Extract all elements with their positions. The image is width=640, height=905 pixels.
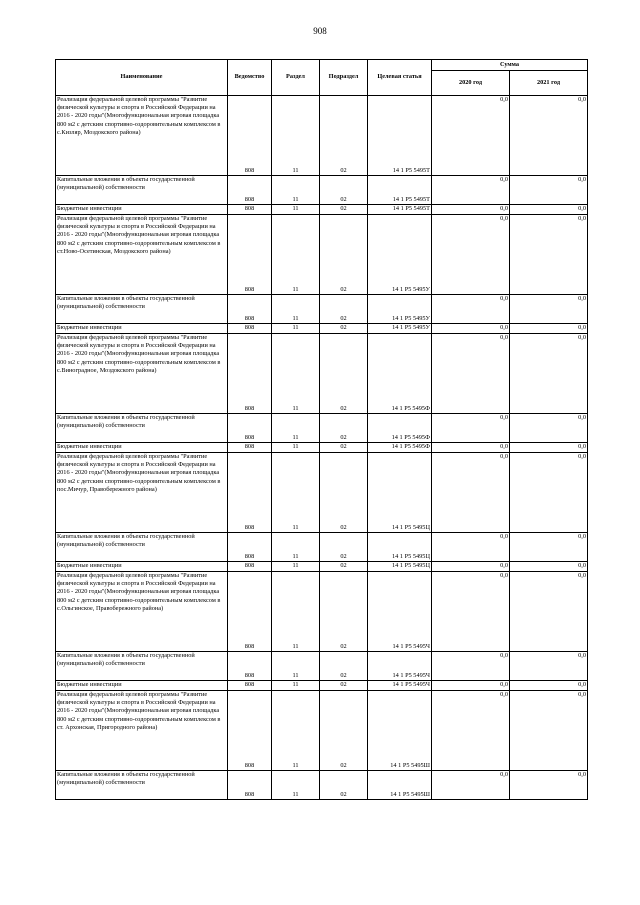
row-subsection: 02 [320, 334, 368, 414]
row-name: Бюджетные инвестиции [56, 562, 228, 572]
row-section: 11 [272, 691, 320, 771]
row-department: 808 [228, 443, 272, 453]
row-section: 11 [272, 205, 320, 215]
row-amount-2021: 0,0 [510, 205, 588, 215]
row-section: 11 [272, 324, 320, 334]
row-name: Реализация федеральной целевой программы "Развитие физической культуры и спорта в Российской Федерации на 2016 - 2020 годы"(Многофункциональная игровая площадка 800 м2 с детским спортивно-оздоровительным комплексом в ст. Архонская, Пригородного района) [56, 691, 228, 771]
row-amount-2021: 0,0 [510, 562, 588, 572]
row-amount-2020: 0,0 [432, 453, 510, 533]
row-amount-2021: 0,0 [510, 533, 588, 562]
row-section: 11 [272, 215, 320, 295]
row-amount-2020: 0,0 [432, 295, 510, 324]
row-name: Реализация федеральной целевой программы "Развитие физической культуры и спорта в Российской Федерации на 2016 - 2020 годы"(Многофункциональная игровая площадка 800 м2 с детским спортивно-оздоровительным комплексом в ст.Ново-Осетинская, Моздокского района) [56, 215, 228, 295]
row-amount-2021: 0,0 [510, 334, 588, 414]
row-department: 808 [228, 324, 272, 334]
row-subsection: 02 [320, 771, 368, 800]
row-amount-2020: 0,0 [432, 215, 510, 295]
row-amount-2021: 0,0 [510, 453, 588, 533]
row-department: 808 [228, 771, 272, 800]
row-department: 808 [228, 453, 272, 533]
header-section: Раздел [272, 60, 320, 96]
row-section: 11 [272, 443, 320, 453]
header-year-2021: 2021 год [510, 71, 588, 96]
row-amount-2020: 0,0 [432, 681, 510, 691]
row-subsection: 02 [320, 652, 368, 681]
header-subsection: Подраздел [320, 60, 368, 96]
row-department: 808 [228, 652, 272, 681]
row-name: Капитальные вложения в объекты государственной (муниципальной) собственности [56, 652, 228, 681]
row-amount-2020: 0,0 [432, 691, 510, 771]
row-section: 11 [272, 414, 320, 443]
row-department: 808 [228, 334, 272, 414]
table-row [56, 691, 588, 771]
table-row [56, 453, 588, 533]
row-department: 808 [228, 562, 272, 572]
row-target-article: 14 1 P5 5495У [368, 215, 432, 295]
row-amount-2020: 0,0 [432, 533, 510, 562]
table-row [56, 414, 588, 443]
row-name: Капитальные вложения в объекты государственной (муниципальной) собственности [56, 295, 228, 324]
row-name: Бюджетные инвестиции [56, 324, 228, 334]
row-subsection: 02 [320, 215, 368, 295]
row-department: 808 [228, 533, 272, 562]
row-subsection: 02 [320, 681, 368, 691]
row-section: 11 [272, 562, 320, 572]
row-section: 11 [272, 453, 320, 533]
row-name: Капитальные вложения в объекты государственной (муниципальной) собственности [56, 533, 228, 562]
table-row [56, 652, 588, 681]
row-section: 11 [272, 295, 320, 324]
row-amount-2020: 0,0 [432, 334, 510, 414]
row-target-article: 14 1 P5 5495Ч [368, 681, 432, 691]
row-department: 808 [228, 295, 272, 324]
row-amount-2020: 0,0 [432, 652, 510, 681]
table-row [56, 533, 588, 562]
row-name: Реализация федеральной целевой программы "Развитие физической культуры и спорта в Российской Федерации на 2016 - 2020 годы"(Многофункциональная игровая площадка 800 м2 с детским спортивно-оздоровительным комплексом в с.Кизляр, Моздокского района) [56, 96, 228, 176]
row-name: Реализация федеральной целевой программы "Развитие физической культуры и спорта в Российской Федерации на 2016 - 2020 годы"(Многофункциональная игровая площадка 800 м2 с детским спортивно-оздоровительным комплексом в с.Ольгинское, Правобережного района) [56, 572, 228, 652]
row-subsection: 02 [320, 205, 368, 215]
row-subsection: 02 [320, 176, 368, 205]
row-amount-2021: 0,0 [510, 681, 588, 691]
row-amount-2020: 0,0 [432, 572, 510, 652]
table-row [56, 334, 588, 414]
row-amount-2020: 0,0 [432, 96, 510, 176]
row-target-article: 14 1 P5 5495Ф [368, 334, 432, 414]
table-row [56, 295, 588, 324]
row-target-article: 14 1 P5 5495У [368, 295, 432, 324]
header-department: Ведомство [228, 60, 272, 96]
row-section: 11 [272, 334, 320, 414]
row-department: 808 [228, 414, 272, 443]
row-amount-2020: 0,0 [432, 414, 510, 443]
page-number: 908 [313, 26, 327, 36]
row-target-article: 14 1 P5 5495Т [368, 96, 432, 176]
row-department: 808 [228, 205, 272, 215]
row-subsection: 02 [320, 295, 368, 324]
row-section: 11 [272, 652, 320, 681]
row-department: 808 [228, 691, 272, 771]
row-name: Капитальные вложения в объекты государственной (муниципальной) собственности [56, 771, 228, 800]
table-row [56, 215, 588, 295]
row-target-article: 14 1 P5 5495Ф [368, 414, 432, 443]
row-section: 11 [272, 96, 320, 176]
row-target-article: 14 1 P5 5495Ц [368, 453, 432, 533]
row-amount-2021: 0,0 [510, 771, 588, 800]
row-subsection: 02 [320, 324, 368, 334]
row-subsection: 02 [320, 691, 368, 771]
budget-table [55, 59, 588, 800]
row-amount-2021: 0,0 [510, 443, 588, 453]
row-amount-2021: 0,0 [510, 414, 588, 443]
row-amount-2020: 0,0 [432, 562, 510, 572]
table-body [56, 96, 588, 800]
row-section: 11 [272, 176, 320, 205]
table-header [56, 60, 588, 96]
row-name: Реализация федеральной целевой программы "Развитие физической культуры и спорта в Российской Федерации на 2016 - 2020 годы"(Многофункциональная игровая площадка 800 м2 с детским спортивно-оздоровительным комплексом в пос.Мичур, Правобережного района) [56, 453, 228, 533]
table-row [56, 562, 588, 572]
table-row [56, 176, 588, 205]
row-amount-2020: 0,0 [432, 205, 510, 215]
row-subsection: 02 [320, 572, 368, 652]
row-amount-2021: 0,0 [510, 176, 588, 205]
row-name: Реализация федеральной целевой программы "Развитие физической культуры и спорта в Российской Федерации на 2016 - 2020 годы"(Многофункциональная игровая площадка 800 м2 с детским спортивно-оздоровительным комплексом в с.Виноградное, Моздокского района) [56, 334, 228, 414]
table-row [56, 572, 588, 652]
table-row [56, 443, 588, 453]
header-target-article: Целевая статья [368, 60, 432, 96]
row-subsection: 02 [320, 443, 368, 453]
row-amount-2020: 0,0 [432, 771, 510, 800]
row-target-article: 14 1 P5 5495Ш [368, 691, 432, 771]
row-target-article: 14 1 P5 5495Т [368, 205, 432, 215]
row-department: 808 [228, 96, 272, 176]
row-amount-2021: 0,0 [510, 295, 588, 324]
row-subsection: 02 [320, 533, 368, 562]
row-amount-2021: 0,0 [510, 652, 588, 681]
row-target-article: 14 1 P5 5495Ш [368, 771, 432, 800]
row-target-article: 14 1 P5 5495Т [368, 176, 432, 205]
row-target-article: 14 1 P5 5495У [368, 324, 432, 334]
row-target-article: 14 1 P5 5495Ч [368, 572, 432, 652]
row-amount-2021: 0,0 [510, 572, 588, 652]
row-department: 808 [228, 215, 272, 295]
row-target-article: 14 1 P5 5495Ф [368, 443, 432, 453]
header-name: Наименование [56, 60, 228, 96]
row-name: Бюджетные инвестиции [56, 681, 228, 691]
table-row [56, 96, 588, 176]
row-amount-2021: 0,0 [510, 96, 588, 176]
row-amount-2020: 0,0 [432, 443, 510, 453]
table-row [56, 771, 588, 800]
table-row [56, 681, 588, 691]
row-amount-2020: 0,0 [432, 176, 510, 205]
row-target-article: 14 1 P5 5495Ц [368, 562, 432, 572]
row-target-article: 14 1 P5 5495Ц [368, 533, 432, 562]
row-section: 11 [272, 771, 320, 800]
row-amount-2021: 0,0 [510, 215, 588, 295]
row-section: 11 [272, 681, 320, 691]
row-section: 11 [272, 533, 320, 562]
row-subsection: 02 [320, 562, 368, 572]
row-department: 808 [228, 681, 272, 691]
header-year-2020: 2020 год [432, 71, 510, 96]
row-amount-2020: 0,0 [432, 324, 510, 334]
row-name: Капитальные вложения в объекты государственной (муниципальной) собственности [56, 176, 228, 205]
row-department: 808 [228, 176, 272, 205]
table-row [56, 324, 588, 334]
table-row [56, 205, 588, 215]
row-amount-2021: 0,0 [510, 691, 588, 771]
row-target-article: 14 1 P5 5495Ч [368, 652, 432, 681]
row-name: Бюджетные инвестиции [56, 443, 228, 453]
row-name: Капитальные вложения в объекты государственной (муниципальной) собственности [56, 414, 228, 443]
row-name: Бюджетные инвестиции [56, 205, 228, 215]
row-subsection: 02 [320, 96, 368, 176]
row-section: 11 [272, 572, 320, 652]
row-subsection: 02 [320, 453, 368, 533]
row-subsection: 02 [320, 414, 368, 443]
header-sum: Сумма [432, 60, 588, 71]
row-department: 808 [228, 572, 272, 652]
row-amount-2021: 0,0 [510, 324, 588, 334]
